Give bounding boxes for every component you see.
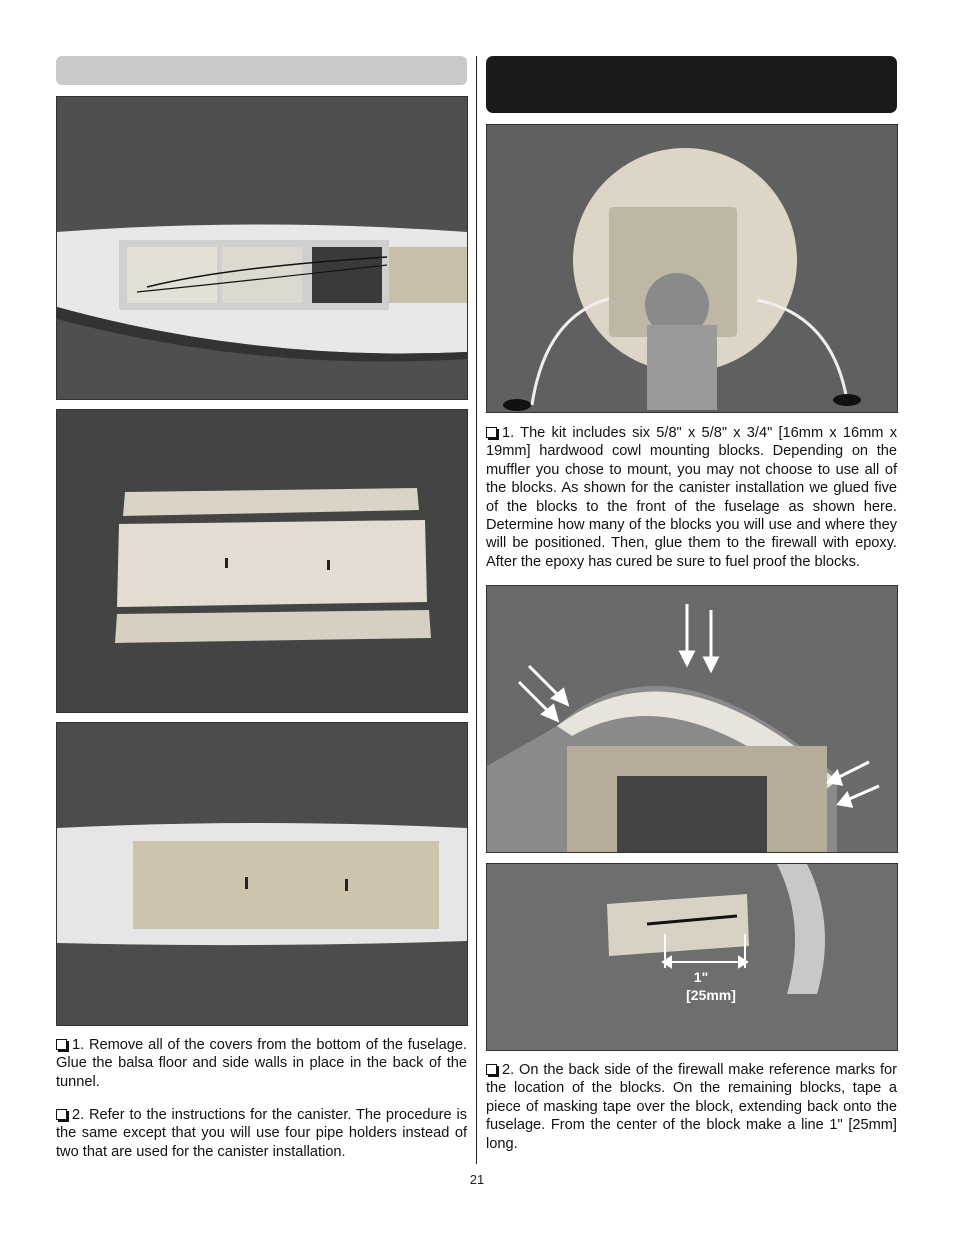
checkbox-icon[interactable] (56, 1109, 67, 1120)
section-header-bar-left (56, 56, 467, 85)
left-step-1-text: 1. Remove all of the covers from the bottom of the fuselage. Glue the balsa floor and side walls in place in the back of the tunnel. (56, 1037, 467, 1090)
right-step-1 (486, 424, 897, 571)
photo-balsa-floor-pieces (56, 409, 468, 713)
left-step-2-text: 2. Refer to the instructions for the canister. The procedure is the same except that you will use four pipe holders instead of two that are used for the canister installation. (56, 1107, 467, 1160)
photo-fuselage-tunnel-open (56, 96, 468, 400)
checkbox-icon[interactable] (486, 1064, 497, 1075)
photo-fuselage-floor-installed (56, 722, 468, 1026)
photo-masking-tape-mark (486, 863, 898, 1051)
page-number: 21 (469, 1172, 485, 1187)
section-header-bar-right (486, 56, 897, 113)
photo-engine-firewall (486, 124, 898, 413)
measure-label-inch: 1" (693, 969, 709, 985)
checkbox-icon[interactable] (486, 427, 497, 438)
left-step-2 (56, 1106, 467, 1161)
right-step-1-text: 1. The kit includes six 5/8" x 5/8" x 3/4" [16mm x 16mm x 19mm] hardwood cowl mounting blocks. Depending on the muffler you chose to mount, you may not choose to use all of the blocks. As shown for the canister installation we glued five of the blocks to the front of the fuselage as shown here. Determine how many of the blocks you will use and where they will be positioned. Then, glue them to the firewall with epoxy. After the epoxy has cured be sure to fuel proof the blocks. (486, 425, 897, 570)
photo-cowl-blocks-arrows (486, 585, 898, 853)
right-step-2-text: 2. On the back side of the firewall make reference marks for the location of the blocks. On the remaining blocks, tape a piece of masking tape over the block, extending back onto the fuselage. From the center of the block make a line 1" [25mm] long. (486, 1062, 897, 1152)
column-divider (476, 56, 477, 1164)
checkbox-icon[interactable] (56, 1039, 67, 1050)
right-step-2 (486, 1061, 897, 1153)
measure-label-mm: [25mm] (686, 987, 736, 1003)
left-step-1 (56, 1036, 467, 1091)
